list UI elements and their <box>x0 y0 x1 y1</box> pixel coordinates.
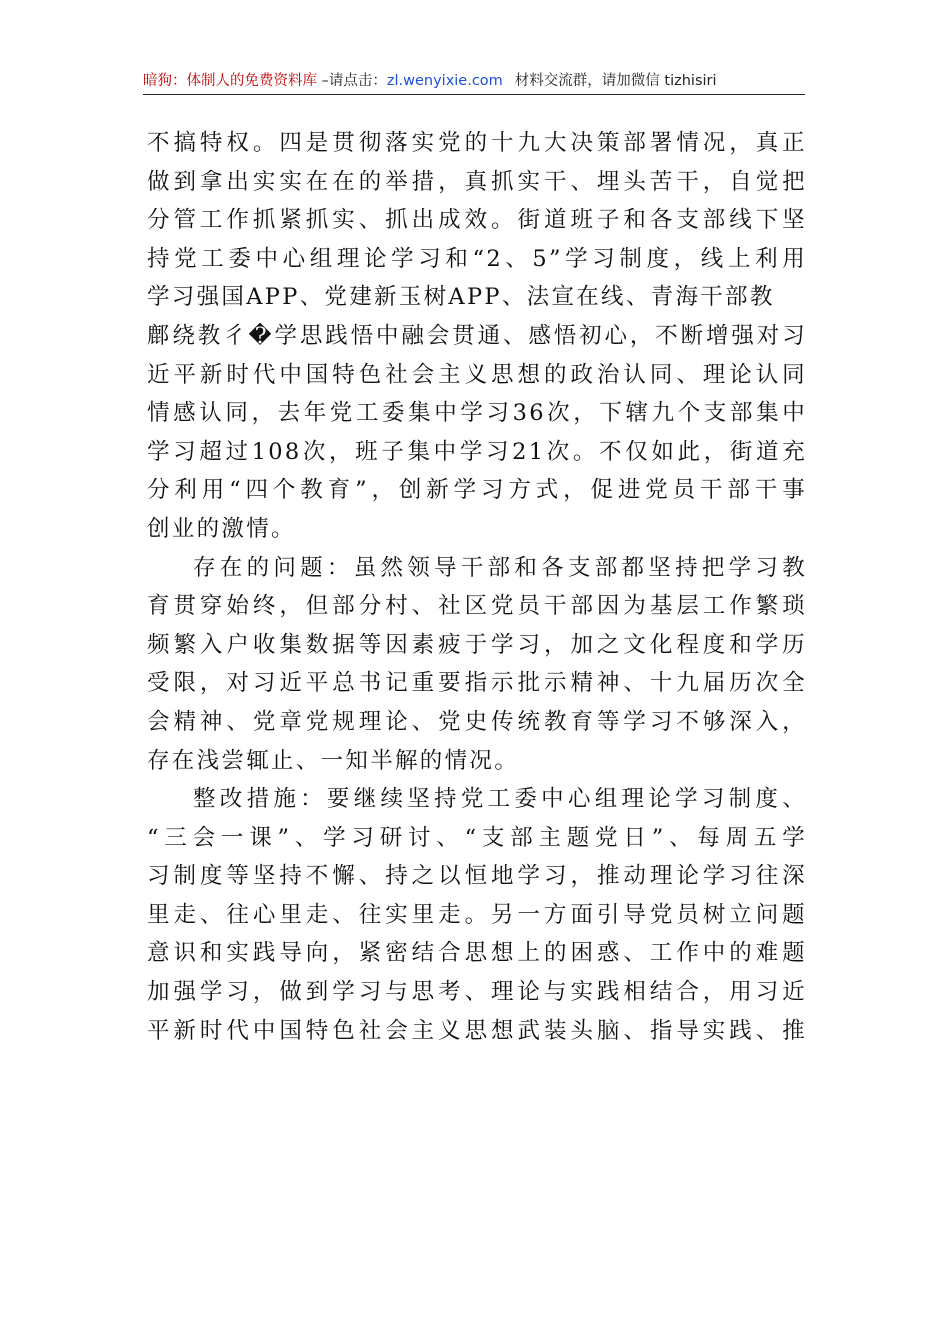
text-line: 受限，对习近平总书记重要指示批示精神、十九届历次全 <box>147 670 807 697</box>
text-line: 学习超过108次，班子集中学习21次。不仅如此，街道充 <box>147 438 807 465</box>
text-line: 做到拿出实实在在的举措，真抓实干、埋头苦干，自觉把 <box>147 168 807 195</box>
header-separator: –请点击： <box>317 73 387 89</box>
text-line: 里走、往心里走、往实里走。另一方面引导党员树立问题 <box>147 901 807 928</box>
text-line: 存在浅尝辄止、一知半解的情况。 <box>147 747 520 774</box>
header-contact: 材料交流群，请加微信 tizhisiri <box>514 73 717 89</box>
text-line: 不搞特权。四是贯彻落实党的十九大决策部署情况，真正 <box>147 130 807 156</box>
text-line: 分管工作抓紧抓实、抓出成效。街道班子和各支部线下坚 <box>147 207 807 234</box>
text-line: 持党工委中心组理论学习和“2、5”学习制度，线上利用 <box>147 245 807 272</box>
text-line: 创业的激情。 <box>147 515 296 542</box>
text-line: 平新时代中国特色社会主义思想武装头脑、指导实践、推 <box>147 1017 807 1044</box>
text-line: 近平新时代中国特色社会主义思想的政治认同、理论认同 <box>147 361 807 388</box>
text-line: 加强学习，做到学习与思考、理论与实践相结合，用习近 <box>147 979 807 1006</box>
text-line: 学习强国APP、党建新玉树APP、法宣在线、青海干部教 <box>147 284 775 311</box>
text-line: 情感认同，去年党工委集中学习36次，下辖九个支部集中 <box>147 400 807 427</box>
paragraph-start-line: 整改措施：要继续坚持党工委中心组理论学习制度、 <box>193 786 807 813</box>
text-line: 意识和实践导向，紧密结合思想上的困惑、工作中的难题 <box>147 940 807 967</box>
paragraph-start-line: 存在的问题：虽然领导干部和各支部都坚持把学习教 <box>193 554 807 581</box>
text-line: 频繁入户收集数据等因素疲于学习，加之文化程度和学历 <box>147 631 807 658</box>
header-brand: 暗狗：体制人的免费资料库 <box>143 73 317 89</box>
document-body <box>147 124 807 1050</box>
text-line: 育贯穿始终，但部分村、社区党员干部因为基层工作繁琐 <box>147 593 807 620</box>
text-line: 习制度等坚持不懈、持之以恒地学习，推动理论学习往深 <box>147 863 807 890</box>
page-header <box>143 70 805 95</box>
text-line: 会精神、党章党规理论、党史传统教育等学习不够深入， <box>147 708 807 735</box>
text-line: 鄜绕教彳�学思践悟中融会贯通、感悟初心，不断增强对习 <box>147 322 807 349</box>
header-url-link[interactable]: zl.wenyixie.com <box>386 73 503 89</box>
text-line: “三会一课”、学习研讨、“支部主题党日”、每周五学 <box>147 824 807 851</box>
text-line: 分利用“四个教育”，创新学习方式，促进党员干部干事 <box>147 477 807 504</box>
